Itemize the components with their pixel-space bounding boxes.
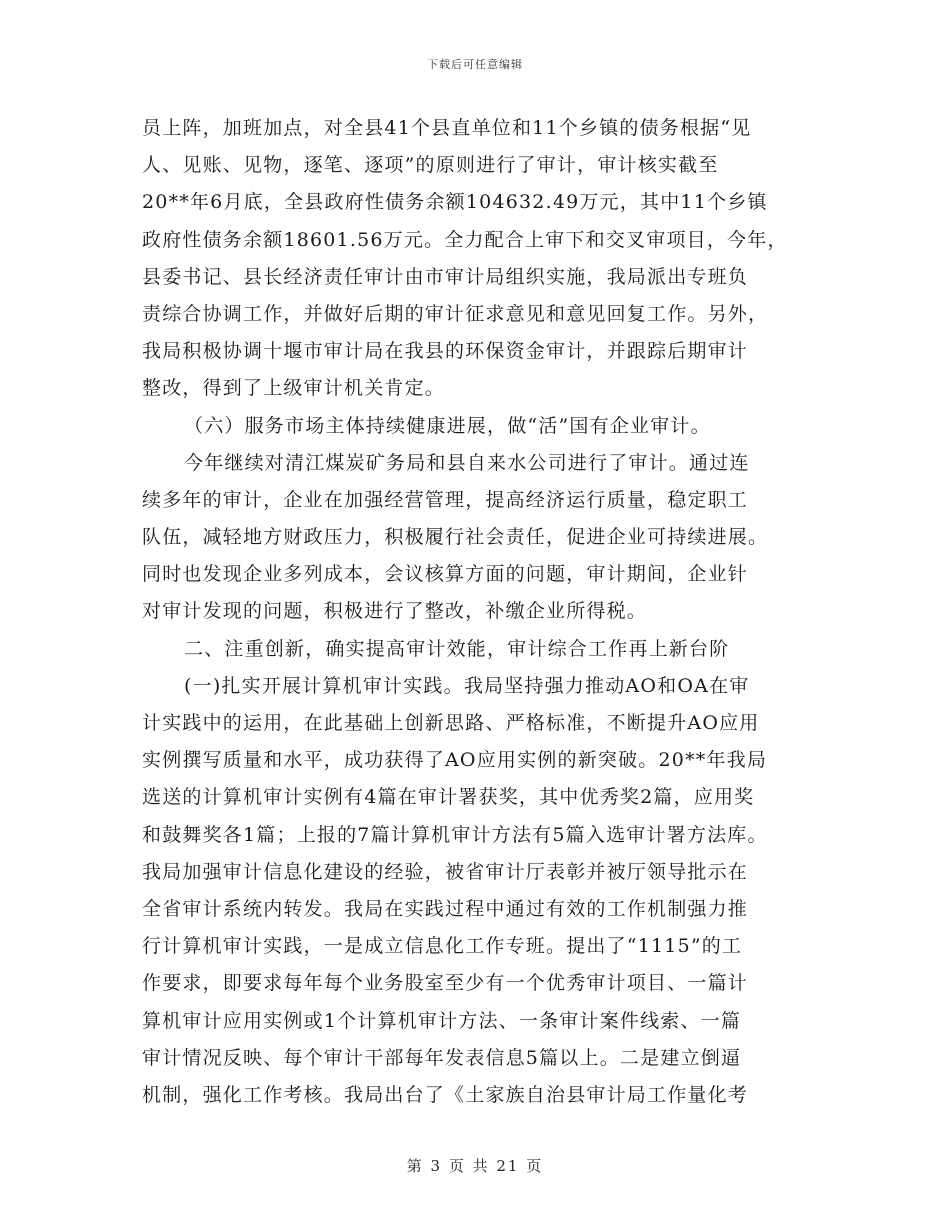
text-line: 和鼓舞奖各1篇；上报的7篇计算机审计方法有5篇入选审计署方法库。 [142, 823, 768, 846]
text-line: 20**年6月底，全县政府性债务余额104632.49万元，其中11个乡镇 [142, 191, 768, 214]
text-line: 全省审计系统内转发。我局在实践过程中通过有效的工作机制强力推 [142, 897, 749, 920]
text-line: 县委书记、县长经济责任审计由市审计局组织实施，我局派出专班负 [142, 265, 749, 288]
text-line: 作要求，即要求每年每个业务股室至少有一个优秀审计项目、一篇计 [142, 972, 749, 995]
text-line: 计实践中的运用，在此基础上创新思路、严格标准，不断提升AO应用 [142, 712, 760, 734]
text-line: 队伍，减轻地方财政压力，积极履行社会责任，促进企业可持续进展。 [142, 526, 769, 549]
text-line: 实例撰写质量和水平，成功获得了AO应用实例的新突破。20**年我局 [142, 749, 768, 772]
text-line: 人、见账、见物，逐笔、逐项”的原则进行了审计，审计核实截至 [142, 154, 719, 177]
text-line: 审计情况反映、每个审计干部每年发表信息5篇以上。二是建立倒逼 [142, 1046, 742, 1069]
page-header: 下载后可任意编辑 [427, 58, 523, 71]
text-line: 我局加强审计信息化建设的经验，被省审计厅表彰并被厅领导批示在 [142, 860, 749, 883]
text-line: （六）服务市场主体持续健康进展，做“活”国有企业审计。 [184, 414, 711, 437]
text-line: 政府性债务余额18601.56万元。全力配合上审下和交叉审项目，今年， [142, 228, 788, 251]
text-line: 选送的计算机审计实例有4篇在审计署获奖，其中优秀奖2篇，应用奖 [142, 786, 755, 809]
page-number-footer: 第 3 页 共 21 页 [406, 1157, 544, 1175]
text-line: 今年继续对清江煤炭矿务局和县自来水公司进行了审计。通过连 [184, 451, 750, 474]
text-line: 员上阵，加班加点，对全县41个县直单位和11个乡镇的债务根据“见 [142, 117, 752, 139]
text-line: 责综合协调工作，并做好后期的审计征求意见和意见回复工作。另外， [142, 302, 769, 325]
text-line: 机制，强化工作考核。我局出台了《土家族自治县审计局工作量化考 [142, 1083, 749, 1106]
text-line: 对审计发现的问题，积极进行了整改，补缴企业所得税。 [142, 600, 648, 623]
text-line: 我局积极协调十堰市审计局在我县的环保资金审计，并跟踪后期审计 [142, 340, 749, 363]
document-body [142, 110, 822, 1114]
text-line: 续多年的审计，企业在加强经营管理，提高经济运行质量，稳定职工 [142, 488, 749, 511]
text-line: 整改，得到了上级审计机关肯定。 [142, 377, 446, 400]
text-line: (一)扎实开展计算机审计实践。我局坚持强力推动AO和OA在审 [184, 674, 750, 697]
text-line: 行计算机审计实践，一是成立信息化工作专班。提出了“1115”的工 [142, 935, 743, 958]
text-line: 算机审计应用实例或1个计算机审计方法、一条审计案件线索、一篇 [142, 1009, 742, 1032]
text-line: 二、注重创新，确实提高审计效能，审计综合工作再上新台阶 [184, 637, 730, 660]
text-line: 同时也发现企业多列成本，会议核算方面的问题，审计期间，企业针 [142, 563, 749, 586]
